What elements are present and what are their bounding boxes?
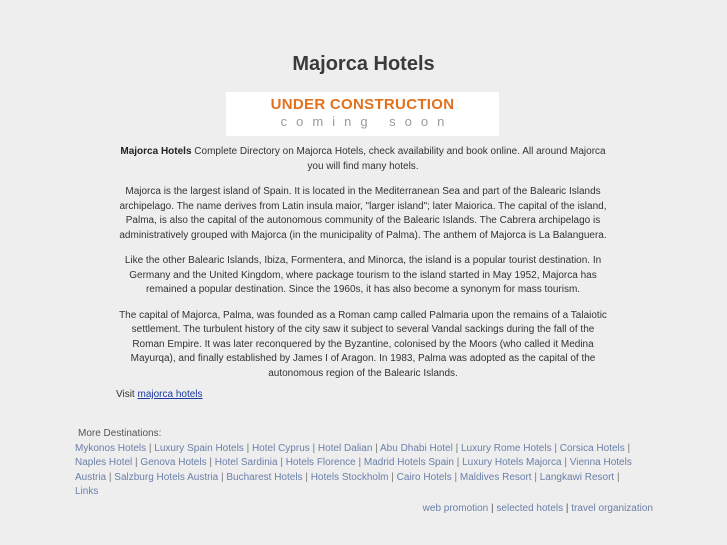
- intro-text: Complete Directory on Majorca Hotels, check availability and book online. All around Majorca you will find many hotels.: [191, 146, 606, 172]
- link-separator: |: [106, 471, 115, 483]
- destination-link[interactable]: Vienna Hotels Austria: [75, 457, 632, 483]
- link-separator: |: [624, 442, 631, 454]
- footer-links: [423, 503, 653, 514]
- footer-link[interactable]: web promotion: [422, 503, 489, 514]
- destination-link[interactable]: Hotel Sardinia: [214, 457, 278, 468]
- destination-link[interactable]: Hotels Stockholm: [310, 471, 389, 483]
- link-separator: |: [309, 442, 318, 454]
- destination-links: [75, 443, 632, 498]
- destination-link[interactable]: Abu Dhabi Hotel: [380, 442, 453, 454]
- under-construction-banner: [226, 92, 499, 136]
- footer-link[interactable]: travel organization: [571, 503, 653, 514]
- link-separator: |: [302, 471, 311, 483]
- more-destinations-label: More Destinations:: [78, 428, 162, 439]
- link-separator: |: [206, 457, 215, 468]
- link-separator: |: [218, 471, 227, 483]
- destination-link[interactable]: Luxury Hotels Majorca: [462, 457, 562, 468]
- destination-link[interactable]: Mykonos Hotels: [75, 442, 147, 454]
- link-separator: |: [452, 442, 461, 454]
- link-separator: |: [277, 457, 286, 468]
- destination-link[interactable]: Genova Hotels: [140, 457, 207, 468]
- paragraph-geography: Majorca is the largest island of Spain. It is located in the Mediterranean Sea and part of the Balearic Islands archipelago. The name derives from Latin insula maior, "larger island"; later Maiorica. The capital of the island, Palma, is also the capital of the autonomous community of the Balearic Islands. The Cabrera archipelago is administratively grouped with Majorca (in the municipality of Palma). The anthem of Majorca is La Balanguera.: [119, 186, 607, 241]
- link-separator: |: [551, 442, 560, 454]
- link-separator: |: [561, 457, 570, 468]
- link-separator: |: [488, 503, 497, 514]
- link-separator: |: [563, 503, 572, 514]
- intro-bold-title: Majorca Hotels: [120, 146, 192, 157]
- link-separator: |: [355, 457, 364, 468]
- destination-link[interactable]: Maldives Resort: [459, 471, 532, 483]
- paragraph-history: The capital of Majorca, Palma, was founded as a Roman camp called Palmaria upon the remains of a Talaiotic settlement. The turbulent history of the city saw it subject to several Vandal sackings during the fall of the Roman Empire. It was later reconquered by the Byzantine, colonised by the Moors (who called it Medina Mayurqa), and finally established by James I of Aragon. In 1983, Palma was adopted as the capital of the autonomous region of the Balearic Islands.: [119, 309, 607, 379]
- destination-link[interactable]: Links: [75, 486, 99, 497]
- majorca-hotels-link[interactable]: majorca hotels: [137, 389, 203, 400]
- link-separator: |: [372, 442, 381, 454]
- destination-link[interactable]: Corsica Hotels: [559, 442, 625, 454]
- more-destinations: [75, 427, 645, 500]
- main-content: [118, 145, 608, 392]
- destination-link[interactable]: Naples Hotel: [75, 457, 133, 468]
- destination-link[interactable]: Langkawi Resort: [539, 471, 615, 483]
- visit-line: [116, 389, 203, 400]
- banner-subline: coming soon: [280, 114, 454, 129]
- destination-link[interactable]: Madrid Hotels Spain: [363, 457, 454, 468]
- destination-link[interactable]: Salzburg Hotels Austria: [114, 471, 219, 483]
- link-separator: |: [132, 457, 141, 468]
- link-separator: |: [614, 471, 620, 483]
- destination-link[interactable]: Cairo Hotels: [396, 471, 452, 483]
- paragraph-tourism: Like the other Balearic Islands, Ibiza, Formentera, and Minorca, the island is a popular tourist destination. In Germany and the United Kingdom, where package tourism to the island started in May 1952, Majorca has remained a popular destination. Since the 1960s, it has also become a synonym for mass tourism.: [124, 255, 602, 295]
- destination-link[interactable]: Hotels Florence: [285, 457, 356, 468]
- link-separator: |: [531, 471, 540, 483]
- link-separator: |: [388, 471, 397, 483]
- intro-paragraph: [118, 145, 608, 174]
- destination-link[interactable]: Luxury Spain Hotels: [154, 442, 244, 454]
- destination-link[interactable]: Hotel Cyprus: [251, 442, 310, 454]
- link-separator: |: [243, 442, 252, 454]
- link-separator: |: [453, 457, 463, 468]
- link-separator: |: [146, 442, 155, 454]
- page-title: Majorca Hotels: [292, 53, 435, 75]
- footer-link[interactable]: selected hotels: [496, 503, 564, 514]
- destination-link[interactable]: Luxury Rome Hotels: [461, 442, 552, 454]
- destination-link[interactable]: Hotel Dalian: [317, 442, 373, 454]
- visit-prefix: Visit: [116, 389, 138, 400]
- banner-headline: UNDER CONSTRUCTION: [270, 96, 455, 113]
- link-separator: |: [451, 471, 460, 483]
- destination-link[interactable]: Bucharest Hotels: [226, 471, 303, 483]
